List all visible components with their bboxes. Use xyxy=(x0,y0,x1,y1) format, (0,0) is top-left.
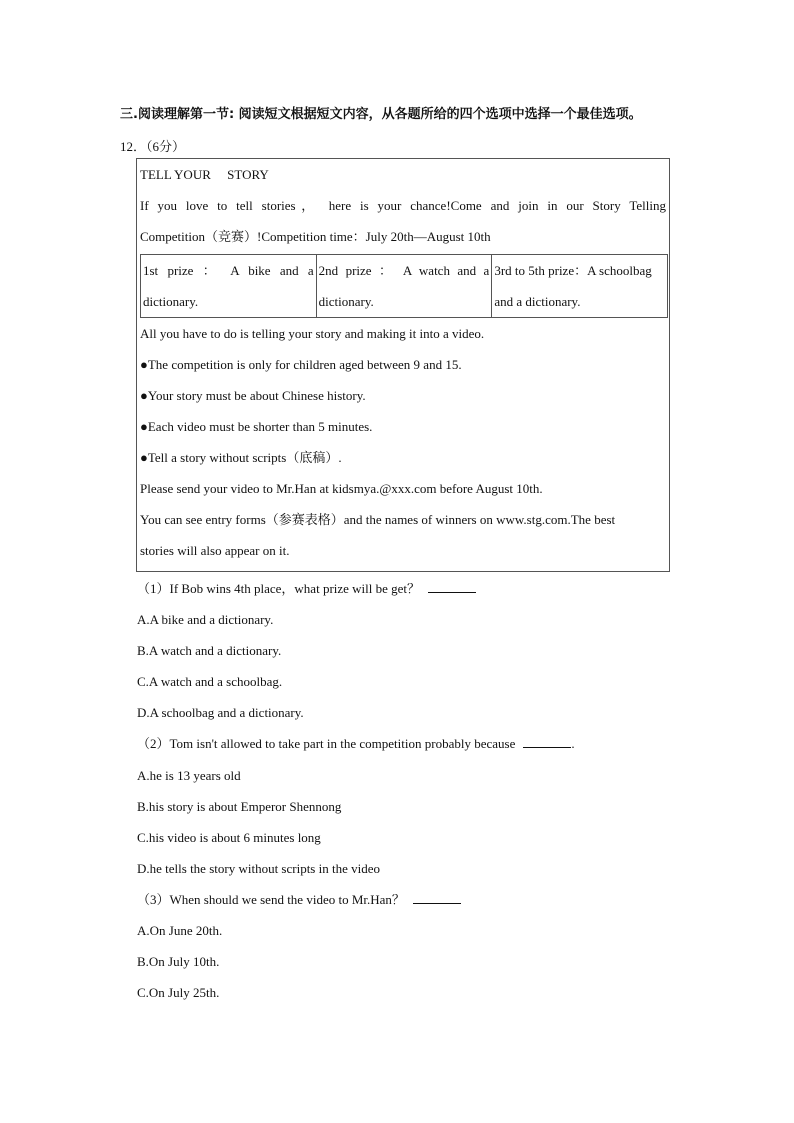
question-3-option-c[interactable]: C.On July 25th. xyxy=(137,985,220,1001)
question-2-option-d[interactable]: D.he tells the story without scripts in the video xyxy=(137,860,380,876)
question-3-option-a[interactable]: A.On June 20th. xyxy=(137,923,223,939)
passage-intro-line2: Competition（竞赛）!Competition time：July 20th—August 10th xyxy=(140,229,491,244)
rule-item: ●Your story must be about Chinese history. xyxy=(140,388,366,403)
question-3-option-b[interactable]: B.On July 10th. xyxy=(137,954,220,970)
question-1-option-d[interactable]: D.A schoolbag and a dictionary. xyxy=(137,705,304,721)
question-1-option-c[interactable]: C.A watch and a schoolbag. xyxy=(137,674,283,690)
passage-intro-line1: If you love to tell stories， here is your chance!Come and join in our Story Telling xyxy=(140,198,666,213)
prize-1-line1: 1st prize ： A bike and a xyxy=(143,263,314,278)
passage-send-line: Please send your video to Mr.Han at kidsmya.@xxx.com before August 10th. xyxy=(140,481,543,496)
questions xyxy=(137,573,737,1008)
question-2-stem xyxy=(137,728,737,759)
rule-item: ●The competition is only for children aged between 9 and 15. xyxy=(140,357,462,372)
passage-entry-line2: stories will also appear on it. xyxy=(140,543,290,558)
question-2-option-b[interactable]: B.his story is about Emperor Shennong xyxy=(137,798,342,814)
prize-2-line1: 2nd prize ： A watch and a xyxy=(318,263,490,278)
answer-blank-1[interactable] xyxy=(428,578,476,593)
section-title: 三.阅读理解第一节: 阅读短文根据短文内容，从各题所给的四个选项中选择一个最佳选项。 xyxy=(120,107,642,122)
passage-title: TELL YOUR STORY xyxy=(140,167,269,182)
prize-3-line2: and a dictionary. xyxy=(494,294,581,309)
question-2-option-a[interactable]: A.he is 13 years old xyxy=(137,767,241,783)
question-1-stem xyxy=(137,573,737,604)
question-2-option-c[interactable]: C.his video is about 6 minutes long xyxy=(137,829,321,845)
question-2-stem-text: （2）Tom isn't allowed to take part in the competition probably because xyxy=(137,736,516,752)
prize-cell-2 xyxy=(316,255,492,318)
prize-1-line2: dictionary. xyxy=(143,294,199,309)
prize-cell-3 xyxy=(492,255,668,318)
answer-blank-3[interactable] xyxy=(413,889,461,904)
question-number: 12．（6分） xyxy=(120,139,186,154)
answer-blank-2[interactable] xyxy=(523,733,571,748)
question-1-option-b[interactable]: B.A watch and a dictionary. xyxy=(137,643,282,659)
prize-row xyxy=(141,255,668,318)
question-3-stem-text: （3）When should we send the video to Mr.Han？ xyxy=(137,891,405,907)
passage-entry-line1: You can see entry forms（参赛表格）and the names of winners on www.stg.com.The best xyxy=(140,512,616,527)
question-1-option-a[interactable]: A.A bike and a dictionary. xyxy=(137,612,274,628)
prize-2-line2: dictionary. xyxy=(318,294,374,309)
prize-cell-1 xyxy=(141,255,317,318)
prize-3-line1: 3rd to 5th prize：A schoolbag xyxy=(494,263,652,278)
passage-box xyxy=(136,158,670,572)
rule-item: ●Each video must be shorter than 5 minutes. xyxy=(140,419,373,434)
question-1-stem-text: （1）If Bob wins 4th place，what prize will be get？ xyxy=(137,581,421,596)
rule-item: ●Tell a story without scripts（底稿）. xyxy=(140,450,342,465)
question-3-stem xyxy=(137,884,737,915)
passage-after-table: All you have to do is telling your story and making it into a video. xyxy=(140,326,485,341)
question-2-stem-end: . xyxy=(571,736,575,752)
prize-table xyxy=(140,254,668,318)
